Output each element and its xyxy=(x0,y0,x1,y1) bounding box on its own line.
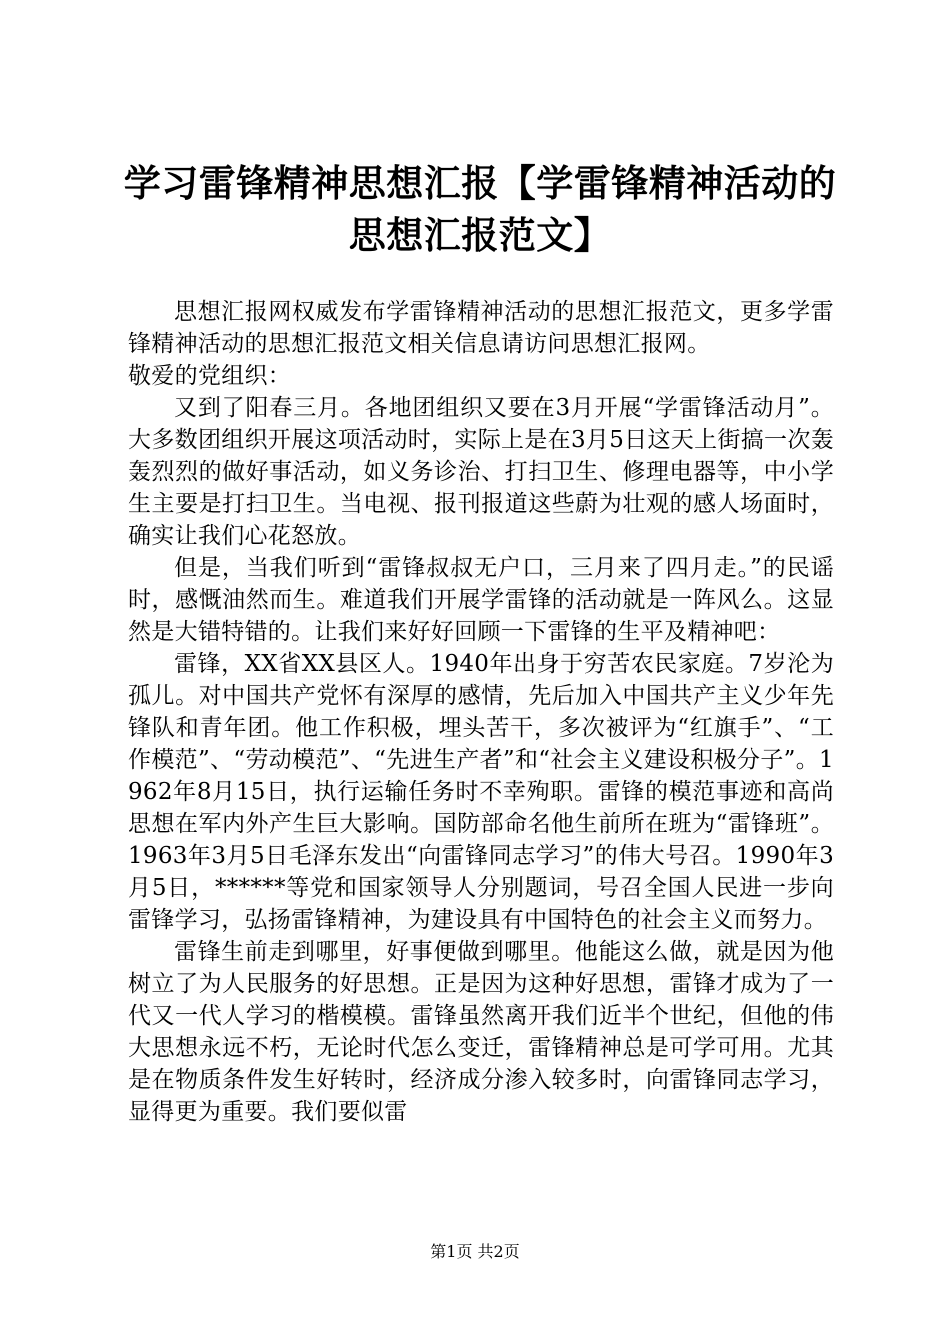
paragraph-biography: 雷锋，XX省XX县区人。1940年出身于穷苦农民家庭。7岁沦为孤儿。对中国共产党怀有深厚的感情，先后加入中国共产主义少年先锋队和青年团。他工作积极，埋头苦干，多次被评为“红旗手”、“工作模范”、“劳动模范”、“先进生产者”和“社会主义建设积极分子”。1962年8月15日，执行运输任务时不幸殉职。雷锋的模范事迹和高尚思想在军内外产生巨大影响。国防部命名他生前所在班为“雷锋班”。1963年3月5日毛泽东发出“向雷锋同志学习”的伟大号召。1990年3月5日，******等党和国家领导人分别题词，号召全国人民进一步向雷锋学习，弘扬雷锋精神，为建设具有中国特色的社会主义而努力。 xyxy=(128,651,834,933)
paragraph-however: 但是，当我们听到“雷锋叔叔无户口，三月来了四月走。”的民谣时，感慨油然而生。难道我们开展学雷锋的活动就是一阵风么。这显然是大错特错的。让我们来好好回顾一下雷锋的生平及精神吧： xyxy=(128,555,834,645)
paragraph-intro: 思想汇报网权威发布学雷锋精神活动的思想汇报范文，更多学雷锋精神活动的思想汇报范文相关信息请访问思想汇报网。 xyxy=(128,299,834,357)
paragraph-salutation: 敬爱的党组织： xyxy=(128,363,292,389)
document-title: 学习雷锋精神思想汇报【学雷锋精神活动的思想汇报范文】 xyxy=(123,162,837,257)
paragraph-march: 又到了阳春三月。各地团组织又要在3月开展“学雷锋活动月”。大多数团组织开展这项活动时，实际上是在3月5日这天上街搞一次轰轰烈烈的做好事活动，如义务诊治、打扫卫生、修理电器等，中小学生主要是打扫卫生。当电视、报刊报道这些蔚为壮观的感人场面时，确实让我们心花怒放。 xyxy=(128,395,834,549)
page-number: 第1页 共2页 xyxy=(430,1242,520,1261)
paragraph-spirit: 雷锋生前走到哪里，好事便做到哪里。他能这么做，就是因为他树立了为人民服务的好思想。正是因为这种好思想，雷锋才成为了一代又一代人学习的楷模模。雷锋虽然离开我们近半个世纪，但他的伟大思想永远不朽，无论时代怎么变迁，雷锋精神总是可学可用。尤其是在物质条件发生好转时，经济成分渗入较多时，向雷锋同志学习，显得更为重要。我们要似雷 xyxy=(128,939,834,1125)
document-body xyxy=(128,296,834,1128)
